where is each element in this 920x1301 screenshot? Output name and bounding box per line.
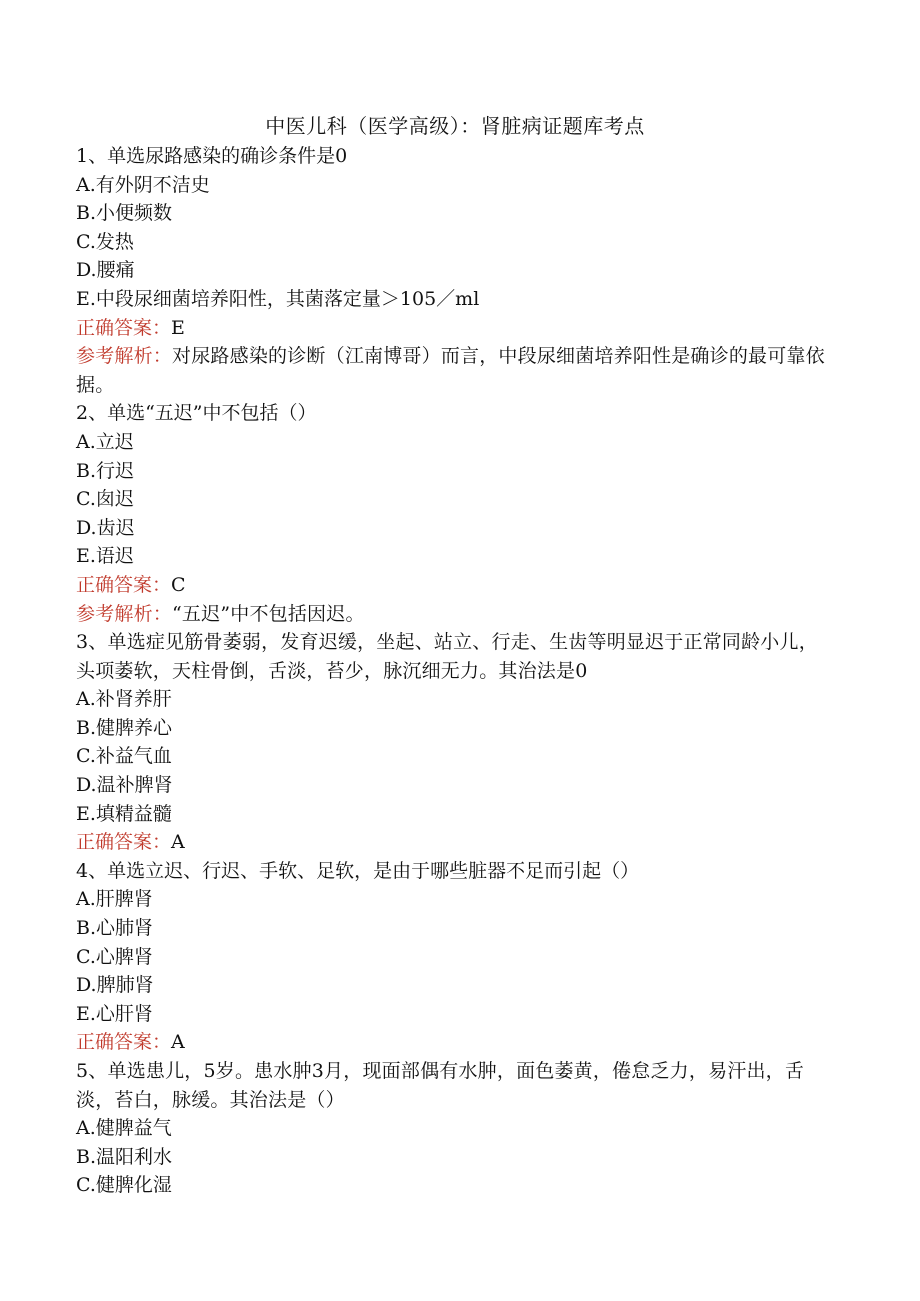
question-4-option-d: D.脾肺肾 bbox=[76, 974, 154, 997]
question-4-option-b: B.心肺肾 bbox=[76, 917, 154, 940]
analysis-label: 参考解析： bbox=[76, 345, 173, 368]
question-1-answer bbox=[76, 314, 836, 343]
question-1-option-d: D.腰痛 bbox=[76, 259, 135, 282]
question-4-stem: 4、单选立迟、行迟、手软、足软，是由于哪些脏器不足而引起（） bbox=[76, 859, 640, 882]
question-3-option-c: C.补益气血 bbox=[76, 745, 172, 768]
question-2-stem: 2、单选“五迟”中不包括（） bbox=[76, 402, 317, 425]
question-1-analysis bbox=[76, 342, 836, 399]
question-5-stem: 5、单选患儿，5岁。患水肿3月，现面部偶有水肿，面色萎黄，倦怠乏力，易汗出，舌淡，苔白，脉缓。其治法是（） bbox=[76, 1060, 805, 1111]
answer-label: 正确答案： bbox=[76, 316, 172, 339]
question-2-answer bbox=[76, 571, 836, 600]
question-3-option-d: D.温补脾肾 bbox=[76, 774, 173, 797]
document-title: 中医儿科（医学高级）：肾脏病证题库考点 bbox=[265, 114, 645, 138]
question-3-option-b: B.健脾养心 bbox=[76, 716, 173, 739]
question-3-option-a: A.补肾养肝 bbox=[76, 688, 172, 711]
answer-label: 正确答案： bbox=[76, 573, 172, 596]
question-1-option-b: B.小便频数 bbox=[76, 202, 173, 225]
question-2-option-b: B.行迟 bbox=[76, 459, 135, 482]
question-3-stem: 3、单选症见筋骨萎弱，发育迟缓，坐起、站立、行走、生齿等明显迟于正常同龄小儿，头项萎软，天柱骨倒，舌淡，苔少，脉沉细无力。其治法是0 bbox=[76, 631, 818, 682]
question-4-answer bbox=[76, 1028, 836, 1057]
question-4-option-a: A.肝脾肾 bbox=[76, 888, 153, 911]
answer-label: 正确答案： bbox=[76, 1031, 172, 1054]
question-1-option-a: A.有外阴不洁史 bbox=[76, 173, 210, 196]
question-1-option-c: C.发热 bbox=[76, 230, 134, 253]
question-1-option-e: E.中段尿细菌培养阳性，其菌落定量＞105／ml bbox=[76, 287, 480, 310]
question-4-option-c: C.心脾肾 bbox=[76, 945, 153, 968]
question-5-option-c: C.健脾化湿 bbox=[76, 1174, 172, 1197]
answer-value: E bbox=[171, 316, 185, 339]
question-5-option-a: A.健脾益气 bbox=[76, 1117, 172, 1140]
question-2-option-d: D.齿迟 bbox=[76, 516, 135, 539]
analysis-text: “五迟”中不包括因迟。 bbox=[172, 602, 365, 625]
analysis-label: 参考解析： bbox=[76, 602, 173, 625]
question-2-analysis bbox=[76, 600, 836, 629]
question-1-stem: 1、单选尿路感染的确诊条件是0 bbox=[76, 145, 348, 167]
question-2-option-a: A.立迟 bbox=[76, 430, 134, 453]
question-2-option-e: E.语迟 bbox=[76, 545, 134, 568]
question-3-answer bbox=[76, 828, 836, 857]
question-2-option-c: C.囱迟 bbox=[76, 488, 134, 511]
answer-value: C bbox=[171, 573, 186, 596]
question-5-option-b: B.温阳利水 bbox=[76, 1145, 173, 1168]
answer-label: 正确答案： bbox=[76, 831, 172, 854]
answer-value: A bbox=[171, 1031, 185, 1054]
question-list bbox=[76, 142, 836, 1200]
answer-value: A bbox=[171, 831, 185, 854]
analysis-text: 对尿路感染的诊断（江南博哥）而言，中段尿细菌培养阳性是确诊的最可靠依据。 bbox=[76, 345, 825, 396]
question-3-option-e: E.填精益髓 bbox=[76, 802, 172, 825]
question-4-option-e: E.心肝肾 bbox=[76, 1002, 153, 1025]
